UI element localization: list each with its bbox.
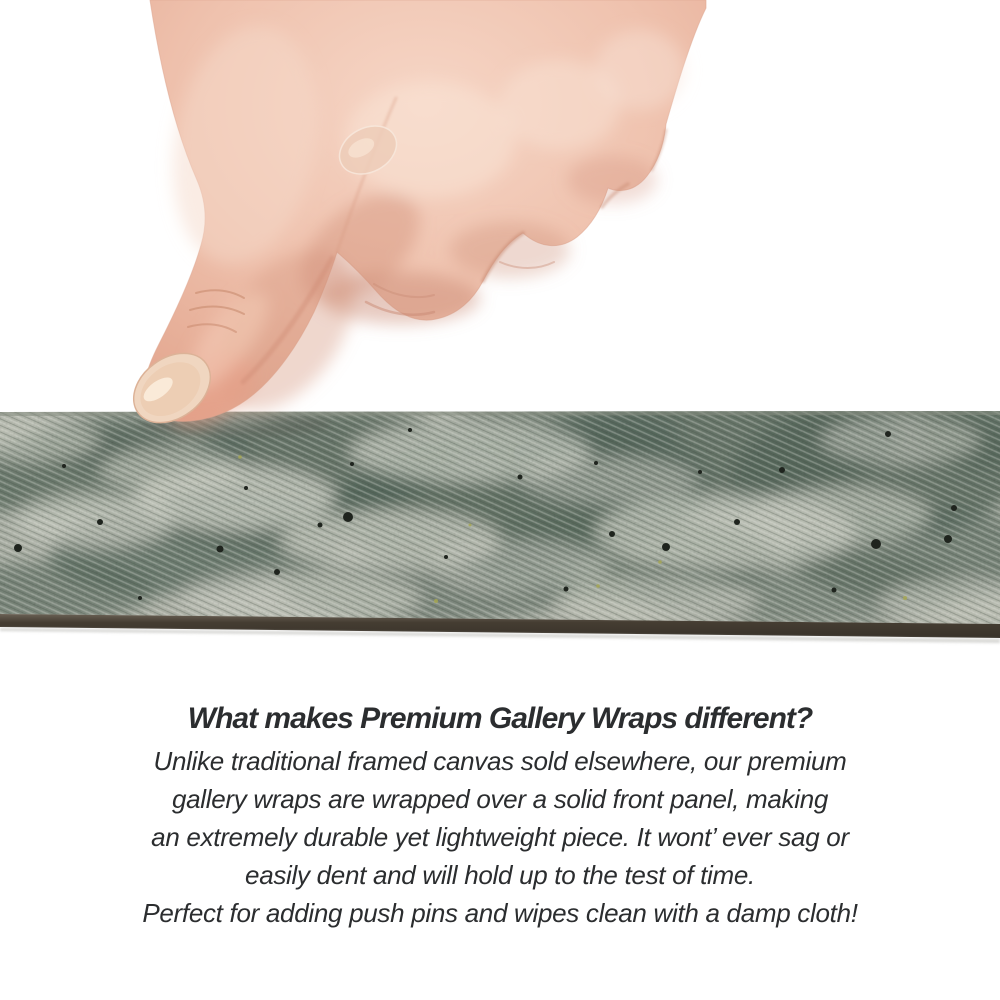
copy-block <box>0 696 1000 932</box>
headline: What makes Premium Gallery Wraps different? <box>187 702 813 735</box>
body-line-4: easily dent and will hold up to the test of time. <box>245 860 755 890</box>
hand-photo <box>120 0 706 442</box>
body-line-2: gallery wraps are wrapped over a solid front panel, making <box>171 784 829 814</box>
body-line-5: Perfect for adding push pins and wipes clean with a damp cloth! <box>142 898 858 928</box>
body-line-3: an extremely durable yet lightweight piece. It wont’ ever sag or <box>151 822 849 852</box>
body-line-1: Unlike traditional framed canvas sold elsewhere, our premium <box>153 746 847 776</box>
